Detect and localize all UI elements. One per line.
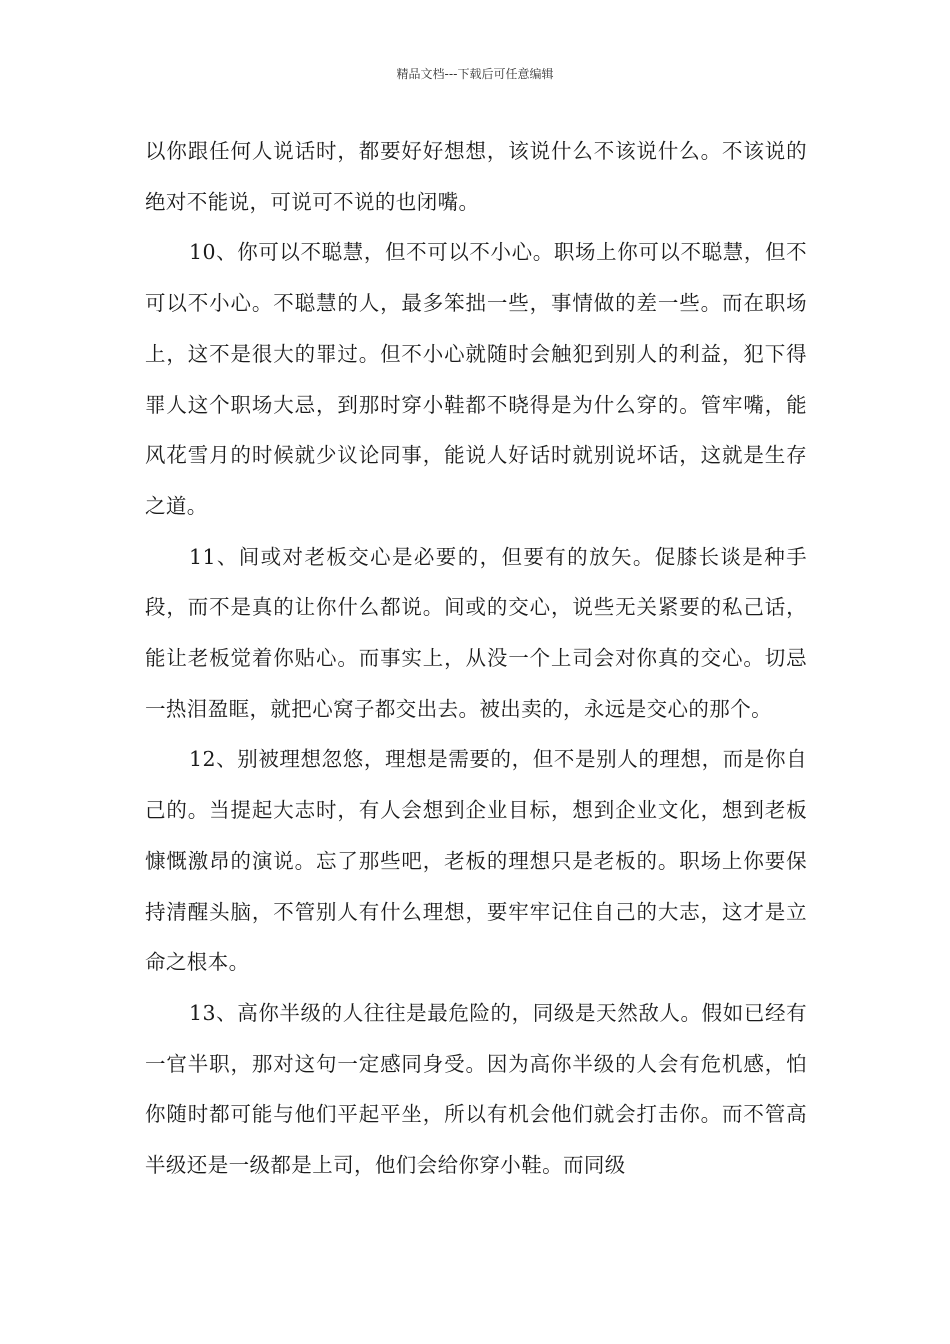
paragraph-11: 11、间或对老板交心是必要的，但要有的放矢。促膝长谈是种手段，而不是真的让你什么都说。间或的交心，说些无关紧要的私己话，能让老板觉着你贴心。而事实上，从没一个上司会对你真的交心。切忌一热泪盈眶，就把心窝子都交出去。被出卖的，永远是交心的那个。: [145, 544, 807, 721]
paragraph-continued: 以你跟任何人说话时，都要好好想想，该说什么不该说什么。不该说的绝对不能说，可说可不说的也闭嘴。: [145, 139, 807, 214]
document-body: [145, 126, 807, 1191]
paragraph-13: 13、高你半级的人往往是最危险的，同级是天然敌人。假如已经有一官半职，那对这句一定感同身受。因为高你半级的人会有危机感，怕你随时都可能与他们平起平坐，所以有机会他们就会打击你。而不管高半级还是一级都是上司，他们会给你穿小鞋。而同级: [145, 1000, 807, 1178]
paragraph-12: 12、别被理想忽悠，理想是需要的，但不是别人的理想，而是你自己的。当提起大志时，有人会想到企业目标，想到企业文化，想到老板慷慨激昂的演说。忘了那些吧，老板的理想只是老板的。职场上你要保持清醒头脑，不管别人有什么理想，要牢牢记住自己的大志，这才是立命之根本。: [145, 747, 807, 975]
page-header: 精品文档---下载后可任意编辑: [396, 67, 554, 81]
paragraph-10: 10、你可以不聪慧，但不可以不小心。职场上你可以不聪慧，但不可以不小心。不聪慧的人，最多笨拙一些，事情做的差一些。而在职场上，这不是很大的罪过。但不小心就随时会触犯到别人的利益，犯下得罪人这个职场大忌，到那时穿小鞋都不晓得是为什么穿的。管牢嘴，能风花雪月的时候就少议论同事，能说人好话时就别说坏话，这就是生存之道。: [145, 240, 807, 518]
